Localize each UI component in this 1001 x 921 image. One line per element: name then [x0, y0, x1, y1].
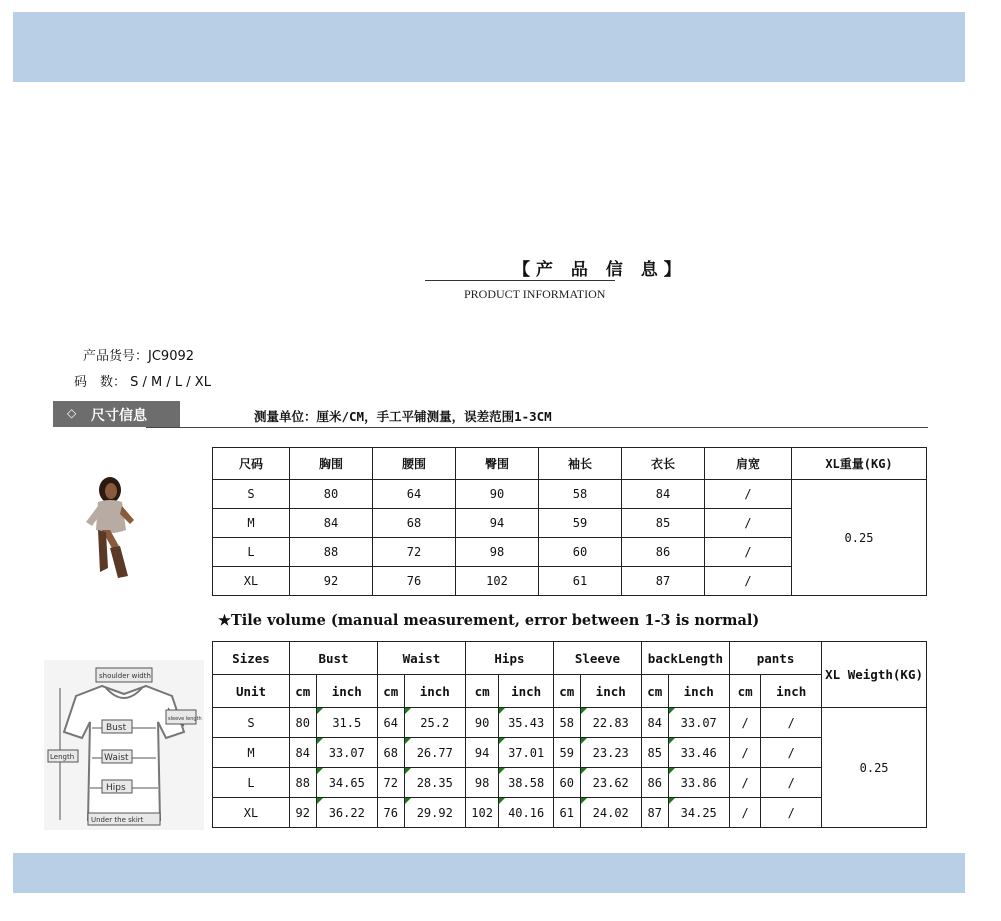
table-cell	[404, 798, 465, 828]
table-cell	[316, 738, 377, 768]
weight-cell: 0.25	[792, 480, 927, 596]
size-table-cn	[212, 447, 927, 596]
sleeve-length-label: sleeve length	[168, 716, 202, 722]
cell-value: 22.83	[592, 715, 629, 730]
table-cell	[404, 738, 465, 768]
table-cell: 80	[290, 480, 373, 509]
table-cell: 64	[373, 480, 456, 509]
header-cell: Sizes	[213, 642, 290, 675]
header-cell: 袖长	[539, 448, 622, 480]
item-no-value: JC9092	[148, 349, 195, 364]
table-cell: 72	[373, 538, 456, 567]
table-cell	[668, 768, 729, 798]
unit-cell: inch	[761, 675, 822, 708]
header-band	[13, 12, 965, 82]
table-cell	[499, 768, 554, 798]
bust-label: Bust	[106, 723, 127, 733]
unit-cell: inch	[316, 675, 377, 708]
cell-corner-marker	[581, 768, 587, 774]
cell-value: 40.16	[508, 805, 545, 820]
table-cell: 61	[539, 567, 622, 596]
cell-corner-marker	[669, 738, 675, 744]
table-header-row	[213, 448, 927, 480]
table-cell: /	[705, 480, 792, 509]
item-no-label: 产品货号：	[83, 349, 149, 364]
table-cell: 76	[377, 798, 404, 828]
cell-value: 23.23	[592, 745, 629, 760]
cell-value: 33.07	[680, 715, 717, 730]
table-cell: 102	[465, 798, 498, 828]
size-info-label: 尺寸信息	[91, 408, 147, 424]
header-cell: 臀围	[456, 448, 539, 480]
page-title: 【产 品 信 息】	[513, 260, 687, 280]
sizes-label: 码 数：	[74, 375, 127, 390]
table-cell: 61	[553, 798, 580, 828]
table-cell: /	[761, 768, 822, 798]
table-cell	[580, 768, 641, 798]
table-cell: 58	[539, 480, 622, 509]
header-cell: 胸围	[290, 448, 373, 480]
table-cell: 102	[456, 567, 539, 596]
table-cell: 64	[377, 708, 404, 738]
table-cell	[499, 708, 554, 738]
cell-value: 26.77	[416, 745, 453, 760]
table-cell: 92	[290, 798, 317, 828]
header-cell: 衣长	[622, 448, 705, 480]
table-cell: 92	[290, 567, 373, 596]
product-item-number	[83, 345, 194, 364]
table-cell: XL	[213, 798, 290, 828]
table-header-row	[213, 642, 927, 675]
table-cell: 68	[377, 738, 404, 768]
cell-value: 37.01	[508, 745, 545, 760]
unit-label: Unit	[213, 675, 290, 708]
header-cell: Sleeve	[553, 642, 641, 675]
under-skirt-label: Under the skirt	[91, 816, 144, 824]
cell-value: 33.07	[328, 745, 365, 760]
unit-cell: cm	[465, 675, 498, 708]
cell-value: 23.62	[592, 775, 629, 790]
size-table-en	[212, 641, 927, 828]
table-cell	[580, 798, 641, 828]
cell-corner-marker	[669, 798, 675, 804]
table-cell: 76	[373, 567, 456, 596]
header-cell: XL重量(KG)	[792, 448, 927, 480]
diamond-icon: ◇	[67, 406, 77, 420]
table-cell	[404, 768, 465, 798]
table-cell: 60	[553, 768, 580, 798]
cell-corner-marker	[317, 798, 323, 804]
table-cell: 86	[622, 538, 705, 567]
header-cell: Hips	[465, 642, 553, 675]
cell-value: 25.2	[420, 715, 450, 730]
cell-value: 34.65	[328, 775, 365, 790]
table-cell	[668, 798, 729, 828]
sizes-value: S / M / L / XL	[130, 375, 211, 390]
unit-cell: cm	[377, 675, 404, 708]
cell-value: 33.46	[680, 745, 717, 760]
unit-cell: cm	[553, 675, 580, 708]
unit-cell: cm	[729, 675, 760, 708]
unit-cell: cm	[290, 675, 317, 708]
unit-row	[213, 675, 927, 708]
table-cell: 80	[290, 708, 317, 738]
length-label: Length	[50, 753, 75, 761]
table-cell: 98	[456, 538, 539, 567]
cell-corner-marker	[405, 798, 411, 804]
table-cell: /	[761, 738, 822, 768]
cell-corner-marker	[405, 768, 411, 774]
table-cell: /	[729, 768, 760, 798]
measurement-note: 测量单位：厘米/CM，手工平铺测量，误差范围1-3CM	[254, 409, 552, 424]
table-cell	[316, 708, 377, 738]
waist-label: Waist	[104, 753, 129, 763]
weight-cell: 0.25	[822, 708, 927, 828]
table-cell: XL	[213, 567, 290, 596]
header-cell: XL Weigth(KG)	[822, 642, 927, 708]
table-cell	[668, 738, 729, 768]
table-cell: /	[729, 708, 760, 738]
table-cell: /	[729, 738, 760, 768]
header-cell: 尺码	[213, 448, 290, 480]
shoulder-width-label: shoulder width	[99, 672, 151, 680]
table-cell	[316, 798, 377, 828]
cell-value: 34.25	[680, 805, 717, 820]
header-cell: 腰围	[373, 448, 456, 480]
table-cell: 86	[641, 768, 668, 798]
table-cell	[499, 798, 554, 828]
cell-value: 33.86	[680, 775, 717, 790]
table-cell: 60	[539, 538, 622, 567]
table-cell	[580, 708, 641, 738]
table-cell: 87	[622, 567, 705, 596]
header-cell: Waist	[377, 642, 465, 675]
header-cell: 肩宽	[705, 448, 792, 480]
table-row	[213, 768, 927, 798]
table-row	[213, 798, 927, 828]
table-cell: /	[729, 798, 760, 828]
title-underline	[425, 280, 615, 281]
table-cell: 84	[290, 509, 373, 538]
tile-volume-note: ★Tile volume (manual measurement, error between 1-3 is normal)	[218, 612, 760, 629]
footer-band	[13, 853, 965, 893]
table-cell: 85	[641, 738, 668, 768]
cell-value: 29.92	[416, 805, 453, 820]
table-cell: 84	[290, 738, 317, 768]
cell-corner-marker	[317, 708, 323, 714]
unit-cell: inch	[404, 675, 465, 708]
table-cell: 72	[377, 768, 404, 798]
table-cell: L	[213, 538, 290, 567]
table-row	[213, 480, 927, 509]
table-cell: /	[705, 509, 792, 538]
unit-cell: inch	[580, 675, 641, 708]
table-cell: 94	[465, 738, 498, 768]
model-photo	[80, 472, 140, 580]
cell-corner-marker	[499, 798, 505, 804]
unit-cell: inch	[499, 675, 554, 708]
table-cell	[499, 738, 554, 768]
unit-cell: cm	[641, 675, 668, 708]
table-row	[213, 708, 927, 738]
table-cell	[404, 708, 465, 738]
table-cell: /	[761, 798, 822, 828]
table-cell: M	[213, 509, 290, 538]
table-cell: S	[213, 708, 290, 738]
table-cell: /	[705, 538, 792, 567]
size-info-tab	[53, 401, 180, 427]
table-cell	[580, 738, 641, 768]
table-cell: 94	[456, 509, 539, 538]
table-cell: S	[213, 480, 290, 509]
table-cell: /	[761, 708, 822, 738]
cell-value: 28.35	[416, 775, 453, 790]
table-cell: 58	[553, 708, 580, 738]
cell-corner-marker	[499, 738, 505, 744]
table-cell: 85	[622, 509, 705, 538]
cell-corner-marker	[405, 708, 411, 714]
product-sizes	[74, 371, 211, 390]
table-row	[213, 738, 927, 768]
table-cell	[316, 768, 377, 798]
page-subtitle: PRODUCT INFORMATION	[464, 287, 606, 301]
cell-value: 36.22	[328, 805, 365, 820]
table-cell: 59	[539, 509, 622, 538]
cell-corner-marker	[669, 708, 675, 714]
cell-corner-marker	[581, 708, 587, 714]
dress-measurement-diagram	[44, 660, 204, 830]
cell-value: 35.43	[508, 715, 545, 730]
section-divider	[146, 427, 928, 428]
table-cell: 68	[373, 509, 456, 538]
cell-corner-marker	[669, 768, 675, 774]
table-cell: 87	[641, 798, 668, 828]
cell-corner-marker	[317, 738, 323, 744]
table-cell: 88	[290, 538, 373, 567]
hips-label: Hips	[106, 783, 126, 793]
header-cell: pants	[729, 642, 821, 675]
table-cell	[668, 708, 729, 738]
table-cell: 84	[641, 708, 668, 738]
table-cell: 59	[553, 738, 580, 768]
header-cell: Bust	[290, 642, 378, 675]
cell-corner-marker	[499, 768, 505, 774]
header-cell: backLength	[641, 642, 729, 675]
cell-value: 38.58	[508, 775, 545, 790]
table-cell: 88	[290, 768, 317, 798]
table-cell: 98	[465, 768, 498, 798]
cell-corner-marker	[405, 738, 411, 744]
cell-corner-marker	[581, 738, 587, 744]
table-cell: 84	[622, 480, 705, 509]
table-cell: 90	[456, 480, 539, 509]
table-cell: M	[213, 738, 290, 768]
cell-value: 24.02	[592, 805, 629, 820]
table-cell: L	[213, 768, 290, 798]
unit-cell: inch	[668, 675, 729, 708]
table-cell: /	[705, 567, 792, 596]
cell-corner-marker	[317, 768, 323, 774]
cell-corner-marker	[499, 708, 505, 714]
cell-corner-marker	[581, 798, 587, 804]
table-cell: 90	[465, 708, 498, 738]
cell-value: 31.5	[332, 715, 362, 730]
